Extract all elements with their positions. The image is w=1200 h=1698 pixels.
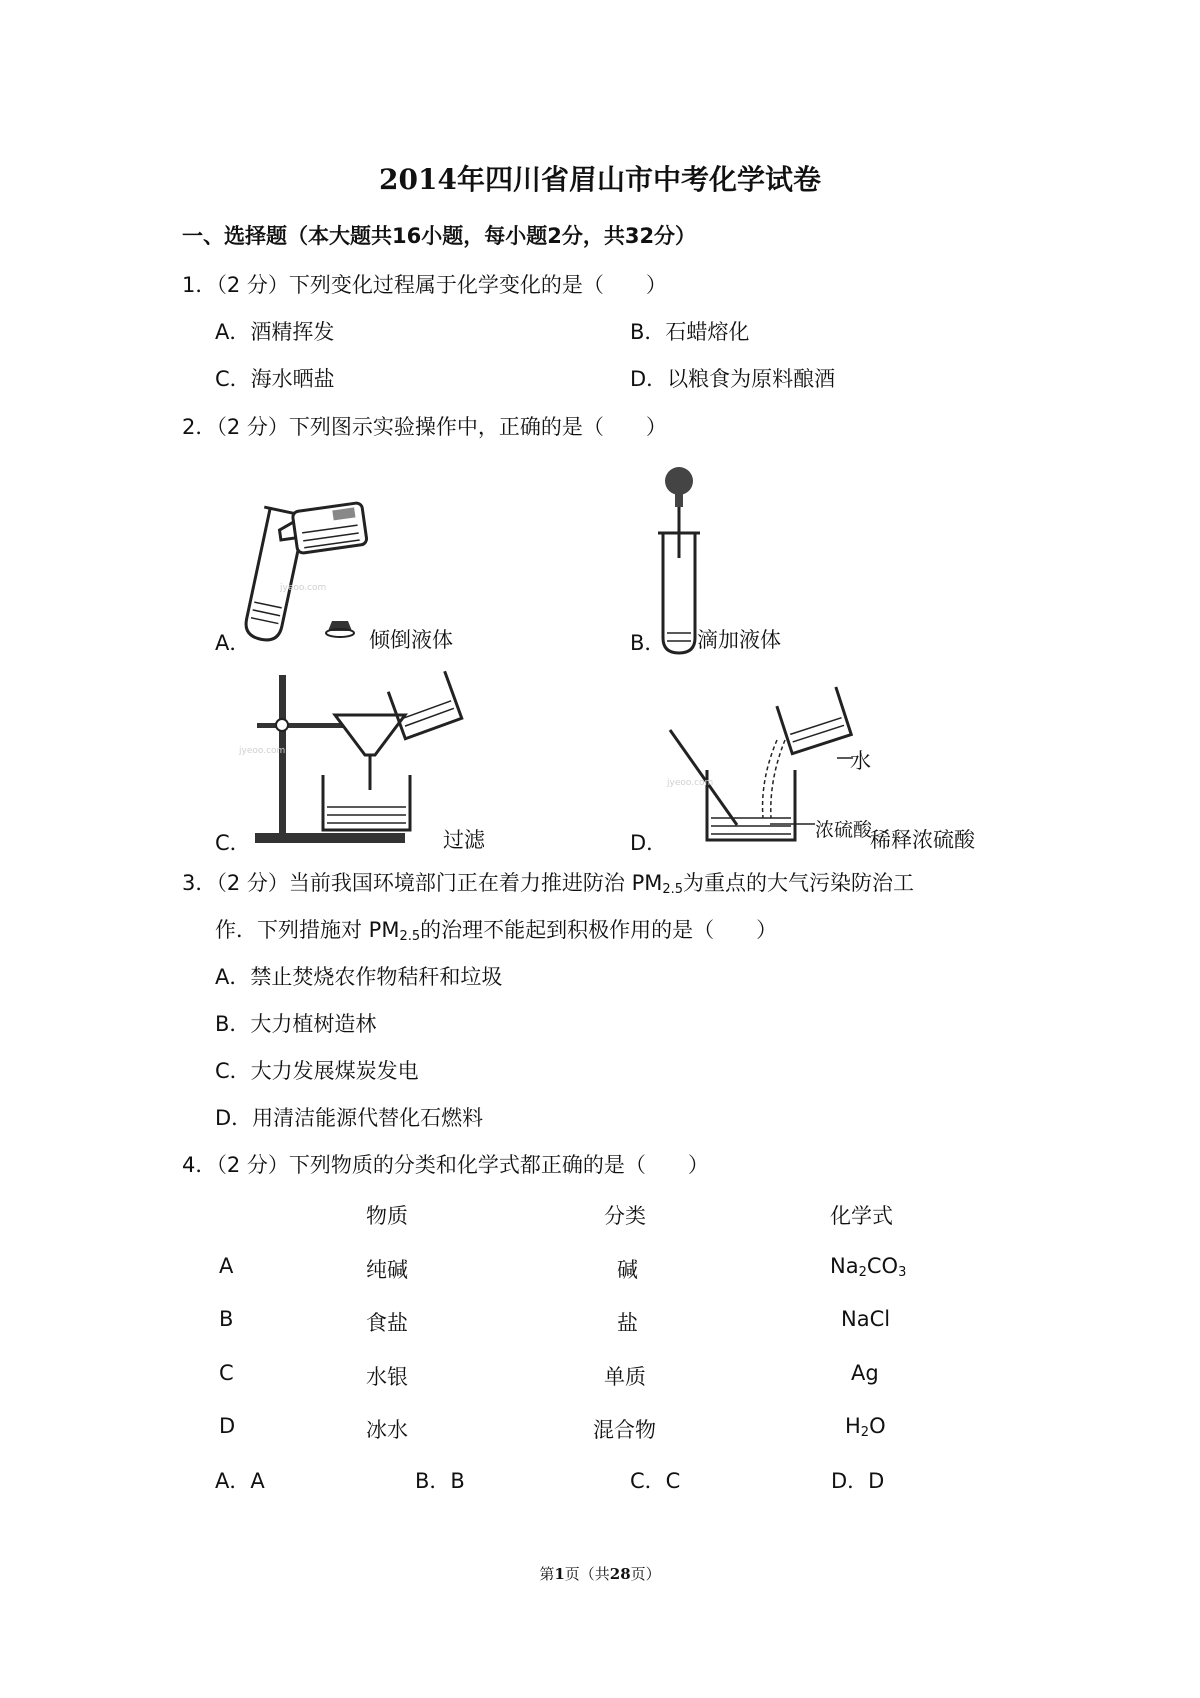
q4-row-a-formula bbox=[830, 1254, 906, 1280]
q4-choice-c: C．C bbox=[630, 1469, 681, 1493]
q3-line2-text: 作．下列措施对 PM bbox=[215, 918, 400, 942]
watermark-text: jyeoo.com bbox=[239, 746, 286, 756]
q2-option-a-caption: 倾倒液体 bbox=[369, 628, 453, 652]
figure-pour-liquid bbox=[240, 495, 390, 655]
q3-stem-line1 bbox=[182, 867, 914, 897]
q4-row-c-substance: 水银 bbox=[366, 1365, 408, 1389]
q4-row-a-label: A bbox=[219, 1254, 234, 1278]
footer-text: 页（共 bbox=[564, 1565, 610, 1583]
formula-part: H bbox=[845, 1414, 861, 1438]
q4-choice-d: D．D bbox=[831, 1469, 885, 1493]
q4-row-b-formula: NaCl bbox=[841, 1307, 891, 1331]
q4-row-c-formula: Ag bbox=[851, 1361, 879, 1385]
q4-row-a-category: 碱 bbox=[617, 1258, 638, 1282]
q4-row-a-substance: 纯碱 bbox=[366, 1258, 408, 1282]
footer-page-number: 1 bbox=[554, 1565, 565, 1583]
q3-stem-line2 bbox=[215, 914, 777, 944]
q4-stem: 4．（2 分）下列物质的分类和化学式都正确的是（ ） bbox=[182, 1153, 709, 1177]
formula-part: Na bbox=[830, 1254, 859, 1278]
q2-option-b-caption: 滴加液体 bbox=[697, 628, 781, 652]
q2-option-d-acid-label: 浓硫酸 bbox=[815, 819, 873, 841]
q2-option-d-water-label: 水 bbox=[850, 749, 871, 773]
watermark-text: jyeoo.com bbox=[667, 778, 714, 788]
q4-row-d-label: D bbox=[219, 1414, 236, 1438]
page-footer bbox=[0, 1563, 1200, 1584]
q2-option-a-letter: A． bbox=[215, 631, 251, 655]
watermark-text: jyeoo.com bbox=[280, 583, 327, 593]
q4-header-category: 分类 bbox=[604, 1204, 646, 1228]
q3-line2-text-end: 的治理不能起到积极作用的是（ ） bbox=[420, 918, 778, 942]
formula-subscript: 3 bbox=[898, 1265, 907, 1280]
q4-header-substance: 物质 bbox=[366, 1204, 408, 1228]
q4-row-d-category: 混合物 bbox=[593, 1418, 656, 1442]
formula-subscript: 2 bbox=[860, 1425, 870, 1440]
q3-line1-text-end: 为重点的大气污染防治工 bbox=[683, 871, 915, 895]
footer-text: 页） bbox=[630, 1565, 661, 1583]
q1-option-a: A．酒精挥发 bbox=[215, 320, 335, 344]
q4-row-c-label: C bbox=[219, 1361, 234, 1385]
q4-row-b-label: B bbox=[219, 1307, 234, 1331]
footer-total-pages: 28 bbox=[609, 1565, 631, 1583]
q2-stem: 2．（2 分）下列图示实验操作中，正确的是（ ） bbox=[182, 415, 667, 439]
q3-line2-subscript: 2.5 bbox=[399, 929, 421, 944]
footer-text: 第 bbox=[539, 1565, 555, 1583]
q3-option-b: B．大力植树造林 bbox=[215, 1012, 377, 1036]
page-title: 2014年四川省眉山市中考化学试卷 bbox=[379, 163, 821, 196]
formula-part: O bbox=[869, 1414, 886, 1438]
q4-row-d-formula bbox=[845, 1414, 886, 1440]
q1-option-c: C．海水晒盐 bbox=[215, 367, 335, 391]
q3-option-a: A．禁止焚烧农作物秸秆和垃圾 bbox=[215, 965, 503, 989]
q3-line1-subscript: 2.5 bbox=[662, 882, 684, 897]
q1-option-d: D．以粮食为原料酿酒 bbox=[630, 367, 836, 391]
q2-option-d-letter: D． bbox=[630, 831, 668, 855]
q4-row-c-category: 单质 bbox=[604, 1365, 646, 1389]
q4-choice-b: B．B bbox=[415, 1469, 465, 1493]
q4-header-formula: 化学式 bbox=[830, 1204, 893, 1228]
q2-option-c-letter: C． bbox=[215, 831, 251, 855]
q1-stem: 1．（2 分）下列变化过程属于化学变化的是（ ） bbox=[182, 273, 667, 297]
q4-row-b-category: 盐 bbox=[617, 1311, 638, 1335]
q4-row-b-substance: 食盐 bbox=[366, 1311, 408, 1335]
formula-subscript: 2 bbox=[858, 1265, 867, 1280]
figure-filtration bbox=[235, 675, 460, 850]
q4-choice-a: A．A bbox=[215, 1469, 265, 1493]
q3-option-c: C．大力发展煤炭发电 bbox=[215, 1059, 419, 1083]
q3-option-d: D．用清洁能源代替化石燃料 bbox=[215, 1106, 484, 1130]
formula-part: CO bbox=[866, 1254, 899, 1278]
q2-option-b-letter: B． bbox=[630, 631, 666, 655]
q3-line1-text: 3．（2 分）当前我国环境部门正在着力推进防治 PM bbox=[182, 871, 663, 895]
q2-option-d-caption: 稀释浓硫酸 bbox=[870, 828, 975, 852]
q2-option-c-caption: 过滤 bbox=[443, 828, 485, 852]
q1-option-b: B．石蜡熔化 bbox=[630, 320, 750, 344]
q4-row-d-substance: 冰水 bbox=[366, 1418, 408, 1442]
section-heading: 一、选择题（本大题共16小题，每小题2分，共32分） bbox=[182, 224, 697, 248]
